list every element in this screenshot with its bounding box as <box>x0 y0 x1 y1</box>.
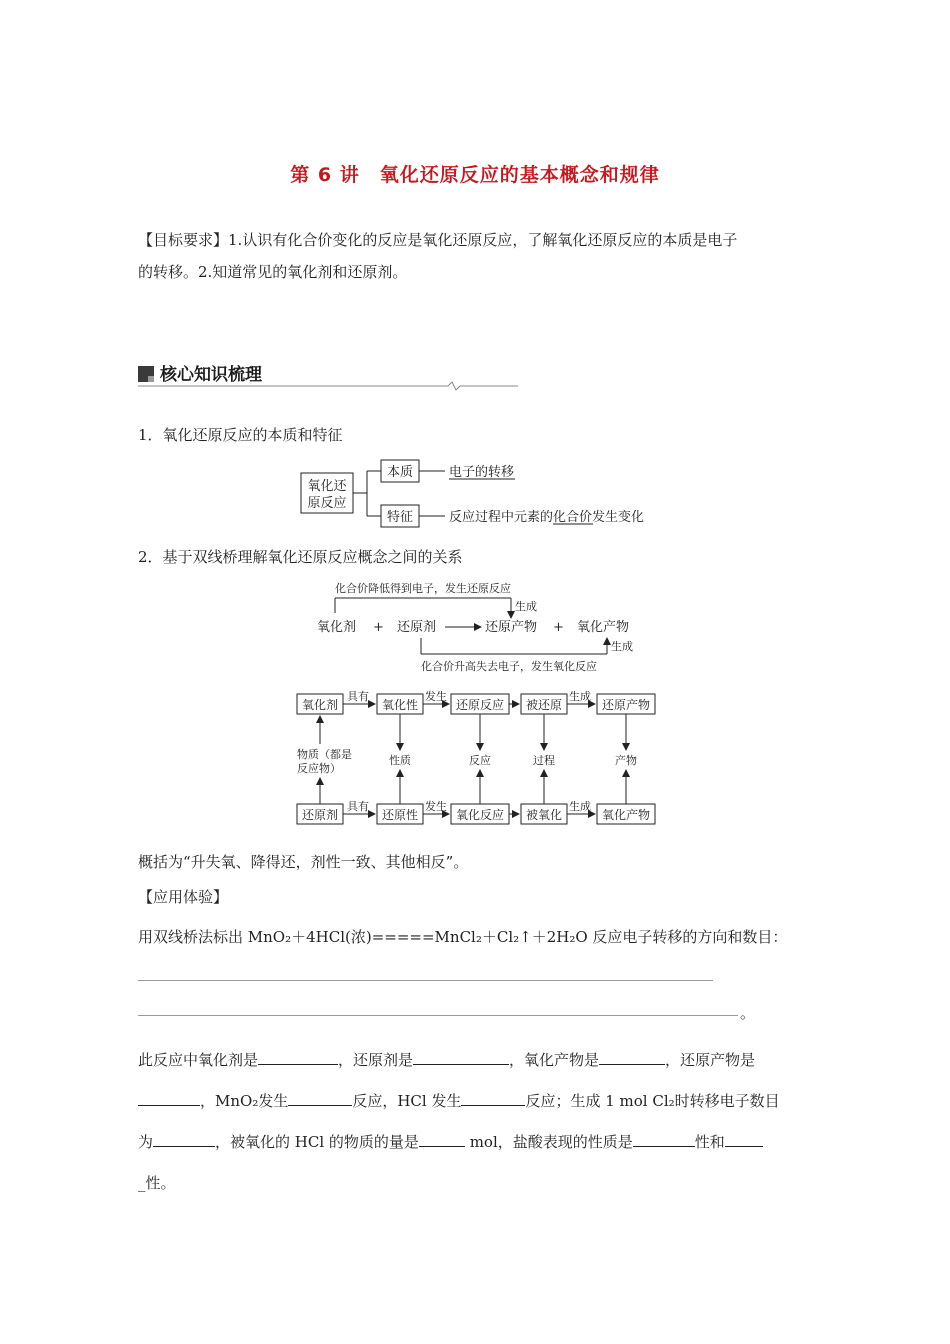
essence-feature-diagram <box>295 455 695 530</box>
blank-red-product[interactable] <box>138 1091 200 1106</box>
flow-bottom-1: 还原剂 <box>301 808 339 822</box>
item2-title: 2．基于双线桥理解氧化还原反应概念之间的关系 <box>138 548 463 566</box>
practice-heading: 【应用体验】 <box>138 888 229 906</box>
flow-bottom-3: 氧化反应 <box>455 808 505 822</box>
goal-text-1: 1.认识有化合价变化的反应是氧化还原反应，了解氧化还原反应的本质是电子 <box>228 231 738 249</box>
blank-oxidant[interactable] <box>258 1050 338 1065</box>
flow-top-arrow-2: 发生 <box>425 690 447 703</box>
flow-mid-col1-line2: 反应物） <box>297 762 341 775</box>
blank-property-1[interactable] <box>633 1132 695 1147</box>
section-divider <box>138 380 518 392</box>
blank-mno2-reaction[interactable] <box>288 1091 352 1106</box>
concept-flow-diagram <box>295 688 665 828</box>
blank-hcl-reaction[interactable] <box>461 1091 525 1106</box>
box-redox-line2: 原反应 <box>307 496 347 511</box>
bridge-red-product: 还原产物 <box>485 620 538 635</box>
blank-property-2[interactable] <box>725 1132 763 1147</box>
answer-end-mark: 。 <box>740 1004 756 1022</box>
flow-top-3: 还原反应 <box>455 698 505 712</box>
page-title: 第 6 讲 氧化还原反应的基本概念和规律 <box>290 164 660 186</box>
flow-bottom-arrow-2: 发生 <box>425 800 447 813</box>
answer-line-2[interactable] <box>138 1015 738 1016</box>
blank-electrons[interactable] <box>153 1132 215 1147</box>
blank-reductant[interactable] <box>413 1050 509 1065</box>
flow-top-4: 被还原 <box>525 698 563 712</box>
flow-top-arrow-1: 具有 <box>347 690 369 703</box>
answer-line-1[interactable] <box>138 980 713 981</box>
flow-bottom-arrow-4: 生成 <box>569 800 591 813</box>
blank-ox-product[interactable] <box>599 1050 665 1065</box>
flow-mid-label-2: 反应 <box>469 754 491 767</box>
bridge-oxidant: 氧化剂 <box>317 620 357 635</box>
practice-instruction: 用双线桥法标出 MnO₂＋4HCl(浓)=====MnCl₂＋Cl₂↑＋2H₂O 反应电子转移的方向和数目： <box>138 928 788 946</box>
box-feature-label: 特征 <box>386 510 414 525</box>
flow-bottom-arrow-1: 具有 <box>347 800 369 813</box>
box-redox-line1: 氧化还 <box>307 479 347 494</box>
essence-text: 电子的转移 <box>449 465 515 480</box>
bridge-top-gen: 生成 <box>515 600 537 613</box>
summary-text: 概括为“升失氧、降得还，剂性一致、其他相反”。 <box>138 853 469 871</box>
flow-top-5: 还原产物 <box>601 698 651 712</box>
flow-bottom-4: 被氧化 <box>525 808 563 822</box>
flow-bottom-5: 氧化产物 <box>601 808 651 822</box>
bridge-bottom-gen: 生成 <box>611 640 633 653</box>
item1-title: 1．氧化还原反应的本质和特征 <box>138 426 343 444</box>
flow-mid-label-4: 产物 <box>615 754 637 767</box>
flow-mid-label-1: 性质 <box>389 754 411 767</box>
bridge-plus-2: + <box>553 620 564 635</box>
practice-question: 此反应中氧化剂是 ，还原剂是 ，氧化产物是 ，还原产物是 ，MnO₂发生 反应，HCl 发生 反应；生成 1 mol Cl₂时转移电子数目 为 ，被氧化的 HCl 的物质的量是 mol，盐酸表现的性质是 性和 _性。 <box>138 1051 780 1192</box>
flow-bottom-2: 还原性 <box>381 808 419 822</box>
flow-top-2: 氧化性 <box>381 698 419 712</box>
flow-mid-label-3: 过程 <box>533 754 555 767</box>
flow-top-1: 氧化剂 <box>301 698 339 712</box>
section-heading-text: 核心知识梳理 <box>160 365 262 385</box>
flow-top-arrow-4: 生成 <box>569 690 591 703</box>
bridge-top-label: 化合价降低得到电子，发生还原反应 <box>335 582 511 595</box>
box-essence-label: 本质 <box>386 465 414 480</box>
flow-mid-col1-line1: 物质（都是 <box>297 748 352 761</box>
bridge-ox-product: 氧化产物 <box>577 620 630 635</box>
goal-label: 【目标要求】 <box>138 231 229 249</box>
double-bridge-diagram <box>295 578 655 678</box>
bridge-reductant: 还原剂 <box>397 620 437 635</box>
blank-hcl-moles[interactable] <box>419 1132 465 1147</box>
bridge-plus-1: + <box>373 620 384 635</box>
bridge-bottom-label: 化合价升高失去电子，发生氧化反应 <box>421 660 597 673</box>
goal-line-1 <box>138 229 818 251</box>
feature-text: 反应过程中元素的化合价发生变化 <box>449 510 645 525</box>
goal-line-2: 的转移。2.知道常见的氧化剂和还原剂。 <box>138 263 408 281</box>
